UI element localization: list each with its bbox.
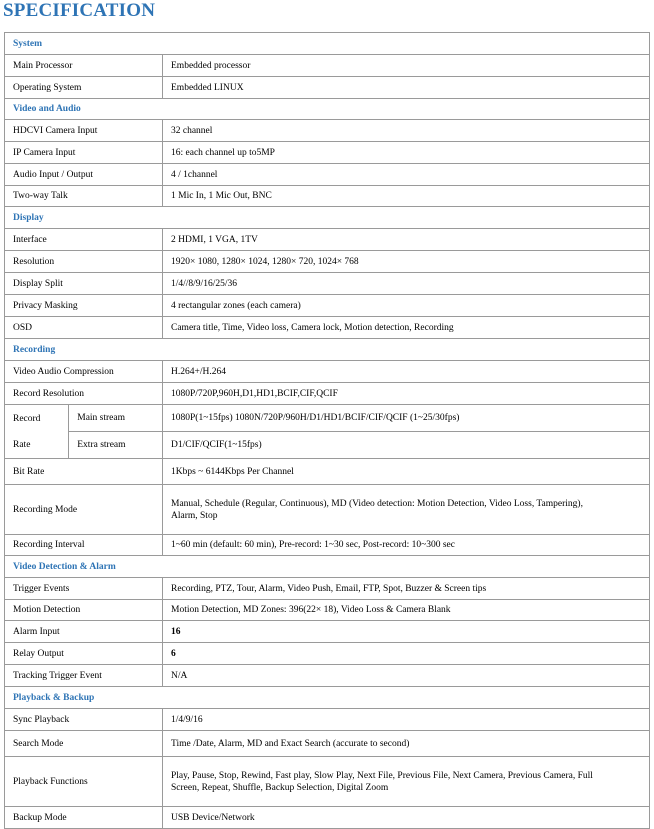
table-row xyxy=(5,383,650,405)
row-value: 1Kbps ~ 6144Kbps Per Channel xyxy=(163,459,650,485)
row-label: Resolution xyxy=(5,251,163,273)
table-row xyxy=(5,665,650,687)
table-row xyxy=(5,229,650,251)
table-row xyxy=(5,485,650,535)
row-label: Record Resolution xyxy=(5,383,163,405)
row-value: 2 HDMI, 1 VGA, 1TV xyxy=(163,229,650,251)
row-label: Trigger Events xyxy=(5,578,163,600)
row-value: 1/4/9/16 xyxy=(163,709,650,731)
row-label: Tracking Trigger Event xyxy=(5,665,163,687)
record-rate-label: Record Rate xyxy=(5,405,69,459)
table-row xyxy=(5,709,650,731)
row-value: 32 channel xyxy=(163,120,650,142)
row-label: Recording Mode xyxy=(5,485,163,535)
table-row xyxy=(5,77,650,99)
table-row xyxy=(5,643,650,665)
table-row xyxy=(5,807,650,829)
row-value: H.264+/H.264 xyxy=(163,361,650,383)
row-label: Backup Mode xyxy=(5,807,163,829)
row-value: 1 Mic In, 1 Mic Out, BNC xyxy=(163,186,650,207)
table-row-record-rate-extra xyxy=(5,432,650,459)
row-value: 4 rectangular zones (each camera) xyxy=(163,295,650,317)
row-label: Recording Interval xyxy=(5,535,163,556)
table-row xyxy=(5,731,650,757)
main-stream-value: 1080P(1~15fps) 1080N/720P/960H/D1/HD1/BCIF/CIF/QCIF (1~25/30fps) xyxy=(163,405,650,432)
row-value: 1/4//8/9/16/25/36 xyxy=(163,273,650,295)
table-row xyxy=(5,251,650,273)
row-label: Two-way Talk xyxy=(5,186,163,207)
table-row xyxy=(5,757,650,807)
table-row xyxy=(5,535,650,556)
extra-stream-label: Extra stream xyxy=(69,432,163,459)
table-row xyxy=(5,621,650,643)
extra-stream-value: D1/CIF/QCIF(1~15fps) xyxy=(163,432,650,459)
row-value: 4 / 1channel xyxy=(163,164,650,186)
row-label: Main Processor xyxy=(5,55,163,77)
row-label: HDCVI Camera Input xyxy=(5,120,163,142)
section-header-video-audio: Video and Audio xyxy=(5,99,650,120)
table-row xyxy=(5,273,650,295)
table-row xyxy=(5,600,650,621)
table-row xyxy=(5,317,650,339)
row-label: Relay Output xyxy=(5,643,163,665)
row-label: Alarm Input xyxy=(5,621,163,643)
table-row xyxy=(5,55,650,77)
table-row-record-rate-main xyxy=(5,405,650,432)
section-header-video-detection: Video Detection & Alarm xyxy=(5,556,650,578)
row-value: Motion Detection, MD Zones: 396(22× 18), Video Loss & Camera Blank xyxy=(163,600,650,621)
row-label: Interface xyxy=(5,229,163,251)
row-value: Manual, Schedule (Regular, Continuous), MD (Video detection: Motion Detection, Video Loss, Tampering), Alarm, Stop xyxy=(163,485,650,535)
row-value: Camera title, Time, Video loss, Camera lock, Motion detection, Recording xyxy=(163,317,650,339)
row-value: 16: each channel up to5MP xyxy=(163,142,650,164)
row-label: Display Split xyxy=(5,273,163,295)
row-label: Video Audio Compression xyxy=(5,361,163,383)
table-row xyxy=(5,578,650,600)
table-row xyxy=(5,142,650,164)
row-value: Play, Pause, Stop, Rewind, Fast play, Slow Play, Next File, Previous File, Next Camera, Previous Camera, Full Screen, Repeat, Shuffle, Backup Selection, Digital Zoom xyxy=(163,757,650,807)
row-value: 1~60 min (default: 60 min), Pre-record: 1~30 sec, Post-record: 10~300 sec xyxy=(163,535,650,556)
page-title: SPECIFICATION xyxy=(3,0,156,21)
section-header-recording: Recording xyxy=(5,339,650,361)
row-label: Bit Rate xyxy=(5,459,163,485)
table-row xyxy=(5,120,650,142)
section-header-system: System xyxy=(5,33,650,55)
section-header-display: Display xyxy=(5,207,650,229)
row-value: Recording, PTZ, Tour, Alarm, Video Push, Email, FTP, Spot, Buzzer & Screen tips xyxy=(163,578,650,600)
table-row xyxy=(5,295,650,317)
table-row xyxy=(5,186,650,207)
section-header-playback: Playback & Backup xyxy=(5,687,650,709)
row-label: Sync Playback xyxy=(5,709,163,731)
table-row xyxy=(5,164,650,186)
table-row xyxy=(5,459,650,485)
row-label: Motion Detection xyxy=(5,600,163,621)
row-label: Operating System xyxy=(5,77,163,99)
row-value: 1080P/720P,960H,D1,HD1,BCIF,CIF,QCIF xyxy=(163,383,650,405)
row-label: Search Mode xyxy=(5,731,163,757)
row-label: Audio Input / Output xyxy=(5,164,163,186)
row-label: IP Camera Input xyxy=(5,142,163,164)
table-row xyxy=(5,361,650,383)
row-value: Embedded LINUX xyxy=(163,77,650,99)
spec-table xyxy=(4,32,650,829)
row-value: 1920× 1080, 1280× 1024, 1280× 720, 1024× 768 xyxy=(163,251,650,273)
row-label: OSD xyxy=(5,317,163,339)
row-value: 6 xyxy=(163,643,650,665)
row-value: 16 xyxy=(163,621,650,643)
row-label: Playback Functions xyxy=(5,757,163,807)
row-label: Privacy Masking xyxy=(5,295,163,317)
main-stream-label: Main stream xyxy=(69,405,163,432)
row-value: Embedded processor xyxy=(163,55,650,77)
row-value: USB Device/Network xyxy=(163,807,650,829)
row-value: N/A xyxy=(163,665,650,687)
row-value: Time /Date, Alarm, MD and Exact Search (accurate to second) xyxy=(163,731,650,757)
